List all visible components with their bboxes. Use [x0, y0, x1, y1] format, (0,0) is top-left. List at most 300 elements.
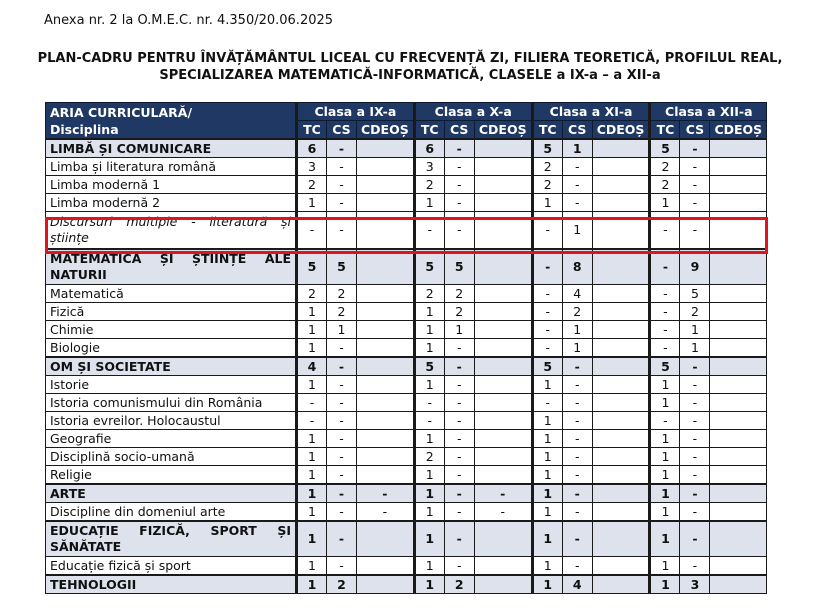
hours-cell: 1	[532, 503, 562, 522]
hours-cell: 4	[562, 575, 592, 594]
hours-cell: -	[532, 394, 562, 412]
hours-cell	[474, 430, 532, 448]
hours-cell: -	[532, 212, 562, 250]
hours-cell: -	[327, 394, 357, 412]
hours-cell: 1	[444, 321, 474, 339]
hours-cell: -	[650, 339, 680, 358]
hours-cell: 2	[444, 285, 474, 303]
hours-cell: -	[532, 285, 562, 303]
hours-cell: 6	[297, 139, 327, 158]
hours-cell: 2	[532, 176, 562, 194]
section-row	[46, 139, 767, 158]
subheader-tc: TC	[532, 121, 562, 140]
hours-cell	[357, 249, 415, 285]
hours-cell	[357, 303, 415, 321]
hours-cell	[710, 503, 767, 522]
hours-cell	[474, 285, 532, 303]
table-row	[46, 285, 767, 303]
hours-cell	[592, 139, 650, 158]
section-row	[46, 521, 767, 557]
hours-cell: 1	[532, 194, 562, 212]
hours-cell: -	[444, 376, 474, 394]
hours-cell: 1	[562, 212, 592, 250]
hours-cell: 5	[327, 249, 357, 285]
hours-cell	[710, 376, 767, 394]
hours-cell: -	[297, 212, 327, 250]
hours-cell: -	[680, 394, 710, 412]
hours-cell: 2	[327, 303, 357, 321]
hours-cell	[710, 466, 767, 485]
subheader-cdeoș: CDEOȘ	[357, 121, 415, 140]
hours-cell: 1	[297, 557, 327, 576]
discipline-name: ARTE	[46, 484, 297, 503]
hours-cell: 1	[297, 448, 327, 466]
hours-cell: 1	[650, 394, 680, 412]
discipline-name: Discipline din domeniul arte	[46, 503, 297, 522]
hours-cell: 1	[680, 321, 710, 339]
hours-cell: 6	[414, 139, 444, 158]
hours-cell: -	[562, 484, 592, 503]
hours-cell	[357, 357, 415, 376]
hours-cell: -	[680, 466, 710, 485]
hours-cell: 1	[650, 466, 680, 485]
header-class-10: Clasa a X-a	[414, 103, 532, 121]
hours-cell: -	[650, 303, 680, 321]
hours-cell: -	[444, 339, 474, 358]
hours-cell: 5	[414, 357, 444, 376]
hours-cell: 2	[532, 158, 562, 176]
hours-cell	[710, 212, 767, 250]
table-row	[46, 503, 767, 522]
hours-cell: -	[444, 412, 474, 430]
hours-cell: 1	[414, 484, 444, 503]
subheader-tc: TC	[650, 121, 680, 140]
hours-cell: 1	[297, 339, 327, 358]
hours-cell	[474, 339, 532, 358]
hours-cell: -	[680, 557, 710, 576]
hours-cell: -	[444, 158, 474, 176]
hours-cell	[474, 394, 532, 412]
hours-cell: -	[650, 412, 680, 430]
table-row	[46, 339, 767, 358]
hours-cell: -	[297, 412, 327, 430]
hours-cell: 1	[297, 521, 327, 557]
hours-cell: 1	[297, 484, 327, 503]
hours-cell: -	[444, 503, 474, 522]
hours-cell	[474, 376, 532, 394]
table-row	[46, 412, 767, 430]
discipline-name: Discursuri multiple - literatură și științe	[46, 212, 297, 250]
hours-cell: -	[327, 339, 357, 358]
hours-cell	[710, 448, 767, 466]
hours-cell: -	[562, 376, 592, 394]
hours-cell: 1	[414, 194, 444, 212]
hours-cell: 3	[414, 158, 444, 176]
hours-cell: -	[562, 176, 592, 194]
hours-cell: -	[562, 466, 592, 485]
hours-cell: -	[444, 394, 474, 412]
hours-cell: -	[680, 484, 710, 503]
hours-cell	[357, 158, 415, 176]
hours-cell: 2	[414, 285, 444, 303]
subheader-cs: CS	[680, 121, 710, 140]
hours-cell: 1	[414, 303, 444, 321]
hours-cell: 1	[532, 484, 562, 503]
hours-cell: -	[327, 376, 357, 394]
hours-cell	[592, 466, 650, 485]
hours-cell	[357, 212, 415, 250]
hours-cell: -	[444, 212, 474, 250]
hours-cell	[357, 412, 415, 430]
hours-cell: 1	[532, 376, 562, 394]
hours-cell: 2	[444, 303, 474, 321]
hours-cell	[592, 176, 650, 194]
header-area-line2: Disciplina	[50, 121, 119, 137]
hours-cell	[357, 376, 415, 394]
hours-cell: 5	[532, 357, 562, 376]
hours-cell: 2	[327, 575, 357, 594]
hours-cell: -	[562, 357, 592, 376]
hours-cell: -	[680, 158, 710, 176]
discipline-name: Istorie	[46, 376, 297, 394]
hours-cell	[357, 430, 415, 448]
hours-cell	[710, 484, 767, 503]
hours-cell	[592, 575, 650, 594]
subheader-cdeoș: CDEOȘ	[474, 121, 532, 140]
hours-cell	[710, 575, 767, 594]
hours-cell: -	[327, 194, 357, 212]
hours-cell: 3	[297, 158, 327, 176]
hours-cell: 1	[297, 503, 327, 522]
discipline-name: Matematică	[46, 285, 297, 303]
hours-cell: -	[444, 521, 474, 557]
hours-cell: 1	[650, 503, 680, 522]
hours-cell: -	[650, 212, 680, 250]
hours-cell: 5	[650, 357, 680, 376]
hours-cell: -	[327, 212, 357, 250]
hours-cell: 2	[650, 176, 680, 194]
discipline-name: Educație fizică și sport	[46, 557, 297, 576]
hours-cell: 1	[562, 321, 592, 339]
hours-cell: 5	[444, 249, 474, 285]
hours-cell	[474, 158, 532, 176]
header-class-11: Clasa a XI-a	[532, 103, 650, 121]
hours-cell: -	[562, 394, 592, 412]
hours-cell	[592, 394, 650, 412]
hours-cell: -	[562, 430, 592, 448]
hours-cell	[710, 158, 767, 176]
table-row	[46, 394, 767, 412]
hours-cell: -	[327, 139, 357, 158]
hours-cell	[357, 575, 415, 594]
hours-cell: -	[357, 503, 415, 522]
hours-cell: -	[414, 394, 444, 412]
hours-cell: -	[680, 430, 710, 448]
hours-cell	[474, 212, 532, 250]
hours-cell	[710, 430, 767, 448]
hours-cell: -	[327, 176, 357, 194]
hours-cell: 1	[532, 521, 562, 557]
hours-cell	[474, 466, 532, 485]
hours-cell: -	[327, 466, 357, 485]
hours-cell: -	[444, 139, 474, 158]
table-row	[46, 321, 767, 339]
hours-cell: 1	[327, 321, 357, 339]
hours-cell: 1	[650, 521, 680, 557]
hours-cell	[474, 412, 532, 430]
hours-cell	[474, 575, 532, 594]
hours-cell: 4	[562, 285, 592, 303]
table-row	[46, 448, 767, 466]
hours-cell: 1	[532, 466, 562, 485]
hours-cell: 1	[680, 339, 710, 358]
discipline-name: Fizică	[46, 303, 297, 321]
hours-cell	[357, 466, 415, 485]
hours-cell: 1	[297, 303, 327, 321]
hours-cell: 8	[562, 249, 592, 285]
subheader-cdeoș: CDEOȘ	[592, 121, 650, 140]
hours-cell	[592, 303, 650, 321]
hours-cell	[710, 139, 767, 158]
hours-cell: -	[680, 212, 710, 250]
subheader-cs: CS	[327, 121, 357, 140]
hours-cell	[710, 303, 767, 321]
hours-cell	[474, 521, 532, 557]
section-row	[46, 249, 767, 285]
hours-cell: 1	[414, 557, 444, 576]
hours-cell: -	[444, 194, 474, 212]
section-row	[46, 575, 767, 594]
table-row	[46, 430, 767, 448]
hours-cell: -	[650, 249, 680, 285]
hours-cell: 1	[414, 503, 444, 522]
hours-cell	[357, 285, 415, 303]
table-row	[46, 466, 767, 485]
hours-cell: 1	[650, 557, 680, 576]
hours-cell: 1	[650, 376, 680, 394]
hours-cell	[592, 376, 650, 394]
hours-cell	[357, 557, 415, 576]
hours-cell: -	[680, 503, 710, 522]
hours-cell: -	[327, 484, 357, 503]
hours-cell	[710, 521, 767, 557]
hours-cell	[357, 448, 415, 466]
hours-cell	[474, 448, 532, 466]
hours-cell: -	[680, 412, 710, 430]
hours-cell: 1	[414, 321, 444, 339]
hours-cell: -	[444, 448, 474, 466]
hours-cell	[710, 176, 767, 194]
hours-cell	[592, 285, 650, 303]
discipline-name: Istoria evreilor. Holocaustul	[46, 412, 297, 430]
subheader-cdeoș: CDEOȘ	[710, 121, 767, 140]
discipline-name: Biologie	[46, 339, 297, 358]
hours-cell	[474, 321, 532, 339]
hours-cell: 1	[532, 412, 562, 430]
discipline-name: EDUCAȚIE FIZICĂ, SPORT ȘI SĂNĂTATE	[46, 521, 297, 557]
hours-cell: -	[444, 484, 474, 503]
hours-cell: 1	[562, 339, 592, 358]
hours-cell	[592, 412, 650, 430]
discipline-name: MATEMATICĂ ȘI ȘTIINȚE ALE NATURII	[46, 249, 297, 285]
hours-cell: -	[444, 557, 474, 576]
hours-cell: -	[414, 212, 444, 250]
hours-cell: -	[562, 194, 592, 212]
hours-cell	[357, 521, 415, 557]
discipline-name: Disciplină socio-umană	[46, 448, 297, 466]
hours-cell	[474, 557, 532, 576]
table-row	[46, 376, 767, 394]
curriculum-table	[45, 102, 767, 594]
title-line-2: SPECIALIZAREA MATEMATICĂ-INFORMATICĂ, CLASELE a IX-a – a XII-a	[159, 68, 661, 83]
hours-cell: -	[562, 521, 592, 557]
hours-cell: 1	[532, 448, 562, 466]
discipline-name: Limba modernă 2	[46, 194, 297, 212]
hours-cell	[592, 194, 650, 212]
hours-cell: -	[650, 285, 680, 303]
hours-cell: -	[532, 303, 562, 321]
hours-cell	[474, 176, 532, 194]
discipline-name: Istoria comunismului din România	[46, 394, 297, 412]
hours-cell: 2	[680, 303, 710, 321]
hours-cell	[357, 176, 415, 194]
hours-cell: -	[650, 321, 680, 339]
hours-cell: 1	[414, 339, 444, 358]
hours-cell	[710, 412, 767, 430]
hours-cell	[710, 285, 767, 303]
table-row	[46, 557, 767, 576]
hours-cell	[710, 357, 767, 376]
hours-cell: -	[680, 176, 710, 194]
hours-cell	[592, 503, 650, 522]
hours-cell	[592, 430, 650, 448]
hours-cell: -	[562, 557, 592, 576]
hours-cell	[710, 249, 767, 285]
discipline-name: TEHNOLOGII	[46, 575, 297, 594]
hours-cell: -	[327, 357, 357, 376]
discipline-name: Limba modernă 1	[46, 176, 297, 194]
hours-cell	[592, 321, 650, 339]
discipline-name: Chimie	[46, 321, 297, 339]
hours-cell	[592, 448, 650, 466]
hours-cell: 2	[327, 285, 357, 303]
table-row	[46, 212, 767, 250]
hours-cell: -	[562, 448, 592, 466]
hours-cell	[357, 394, 415, 412]
header-class-12: Clasa a XII-a	[650, 103, 767, 121]
hours-cell: 9	[680, 249, 710, 285]
hours-cell	[710, 321, 767, 339]
hours-cell: 1	[532, 430, 562, 448]
hours-cell	[357, 194, 415, 212]
hours-cell: -	[444, 176, 474, 194]
subheader-cs: CS	[562, 121, 592, 140]
hours-cell: 1	[650, 575, 680, 594]
hours-cell	[357, 339, 415, 358]
section-row	[46, 357, 767, 376]
hours-cell: 1	[562, 139, 592, 158]
hours-cell: 1	[297, 376, 327, 394]
hours-cell: 2	[562, 303, 592, 321]
hours-cell: -	[562, 412, 592, 430]
hours-cell: 5	[414, 249, 444, 285]
hours-cell	[710, 394, 767, 412]
hours-cell: 1	[297, 321, 327, 339]
table-row	[46, 303, 767, 321]
subheader-tc: TC	[414, 121, 444, 140]
hours-cell: 1	[297, 430, 327, 448]
hours-cell: 1	[650, 430, 680, 448]
header-area	[46, 103, 297, 140]
hours-cell	[474, 194, 532, 212]
hours-cell	[357, 139, 415, 158]
subheader-tc: TC	[297, 121, 327, 140]
table-row	[46, 194, 767, 212]
hours-cell: -	[680, 139, 710, 158]
hours-cell: -	[327, 412, 357, 430]
hours-cell: 2	[297, 176, 327, 194]
hours-cell: -	[327, 521, 357, 557]
section-row	[46, 484, 767, 503]
hours-cell	[592, 339, 650, 358]
hours-cell: 1	[532, 557, 562, 576]
hours-cell: -	[474, 503, 532, 522]
hours-cell	[474, 139, 532, 158]
hours-cell: -	[297, 394, 327, 412]
hours-cell: 2	[414, 448, 444, 466]
hours-cell: -	[532, 339, 562, 358]
hours-cell: 5	[680, 285, 710, 303]
hours-cell: -	[327, 503, 357, 522]
hours-cell: 2	[414, 176, 444, 194]
hours-cell: 5	[297, 249, 327, 285]
hours-cell	[710, 339, 767, 358]
hours-cell: 2	[297, 285, 327, 303]
discipline-name: Geografie	[46, 430, 297, 448]
hours-cell	[592, 521, 650, 557]
hours-cell: -	[680, 448, 710, 466]
hours-cell: 5	[532, 139, 562, 158]
hours-cell: 1	[297, 194, 327, 212]
hours-cell: -	[444, 430, 474, 448]
hours-cell: 1	[414, 521, 444, 557]
hours-cell	[592, 557, 650, 576]
hours-cell: -	[532, 249, 562, 285]
hours-cell: -	[680, 521, 710, 557]
hours-cell: -	[444, 357, 474, 376]
hours-cell	[592, 212, 650, 250]
hours-cell: 3	[680, 575, 710, 594]
hours-cell: -	[680, 357, 710, 376]
hours-cell	[592, 249, 650, 285]
hours-cell	[474, 303, 532, 321]
hours-cell: 2	[444, 575, 474, 594]
hours-cell: -	[414, 412, 444, 430]
table-row	[46, 176, 767, 194]
hours-cell: 1	[297, 466, 327, 485]
subheader-cs: CS	[444, 121, 474, 140]
hours-cell	[710, 194, 767, 212]
hours-cell: -	[357, 484, 415, 503]
hours-cell	[710, 557, 767, 576]
hours-cell: 1	[414, 376, 444, 394]
discipline-name: Religie	[46, 466, 297, 485]
table-row	[46, 158, 767, 176]
hours-cell: 2	[650, 158, 680, 176]
annex-reference: Anexa nr. 2 la O.M.E.C. nr. 4.350/20.06.2025	[44, 13, 334, 28]
hours-cell: -	[680, 376, 710, 394]
hours-cell: -	[444, 466, 474, 485]
